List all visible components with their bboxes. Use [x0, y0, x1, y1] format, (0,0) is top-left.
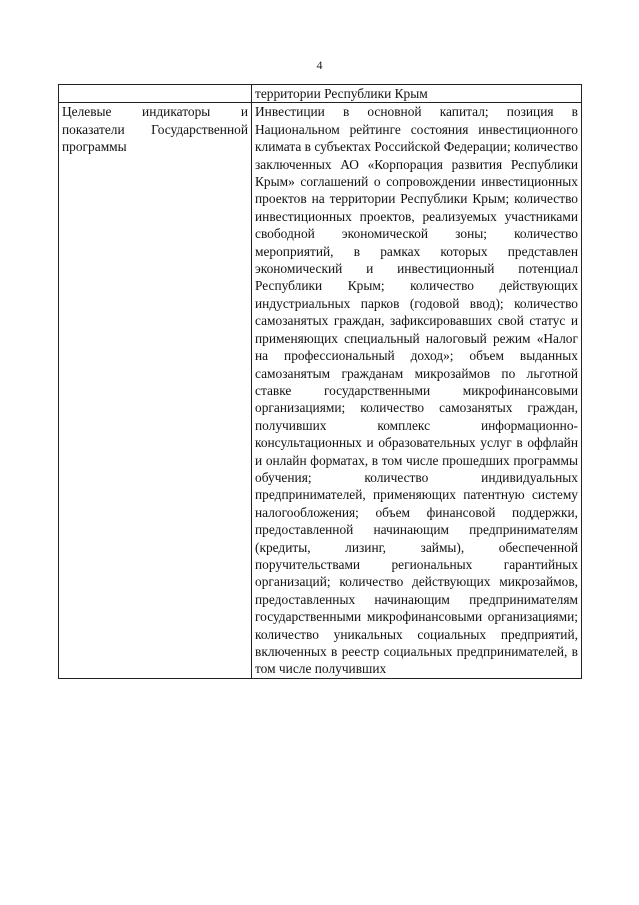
row1-right-cell: территории Республики Крым: [252, 85, 582, 103]
indicators-list-cell: Инвестиции в основной капитал; позиция в Национальном рейтинге состояния инвестиционного климата в субъектах Российской Федерации; количество заключенных АО «Корпорация развития Республики Крым» соглашений о сопровождении инвестиционных проектов на территории Республики Крым; количество инвестиционных проектов, реализуемых участниками свободной экономической зоны; количество мероприятий, в рамках которых представлен экономический и инвестиционный потенциал Республики Крым; количество действующих индустриальных парков (годовой ввод); количество самозанятых граждан, зафиксировавших свой статус и применяющих специальный налоговый режим «Налог на профессиональный доход»; объем выданных самозанятым гражданам микрозаймов по льготной ставке государственными микрофинансовыми организациями; количество самозанятых граждан, получивших комплекс информационно-консультационных и образовательных услуг в оффлайн и онлайн форматах, в том числе прошедших программы обучения; количество индивидуальных предпринимателей, применяющих патентную систему налогообложения; объем финансовой поддержки, предоставленной начинающим предпринимателям (кредиты, лизинг, займы), обеспеченной поручительствами региональных гарантийных организаций; количество действующих микрозаймов, предоставленных начинающим предпринимателям государственными микрофинансовыми организациями; количество уникальных социальных предприятий, включенных в реестр социальных предпринимателей, в том числе получивших: [252, 103, 582, 678]
indicators-label-cell: Целевые индикаторы и показатели Государственной программы: [59, 103, 252, 678]
table-row: [59, 103, 582, 678]
table-row: [59, 85, 582, 103]
page-number: 4: [316, 58, 323, 72]
row1-left-cell: [59, 85, 252, 103]
programme-table: [58, 84, 582, 679]
